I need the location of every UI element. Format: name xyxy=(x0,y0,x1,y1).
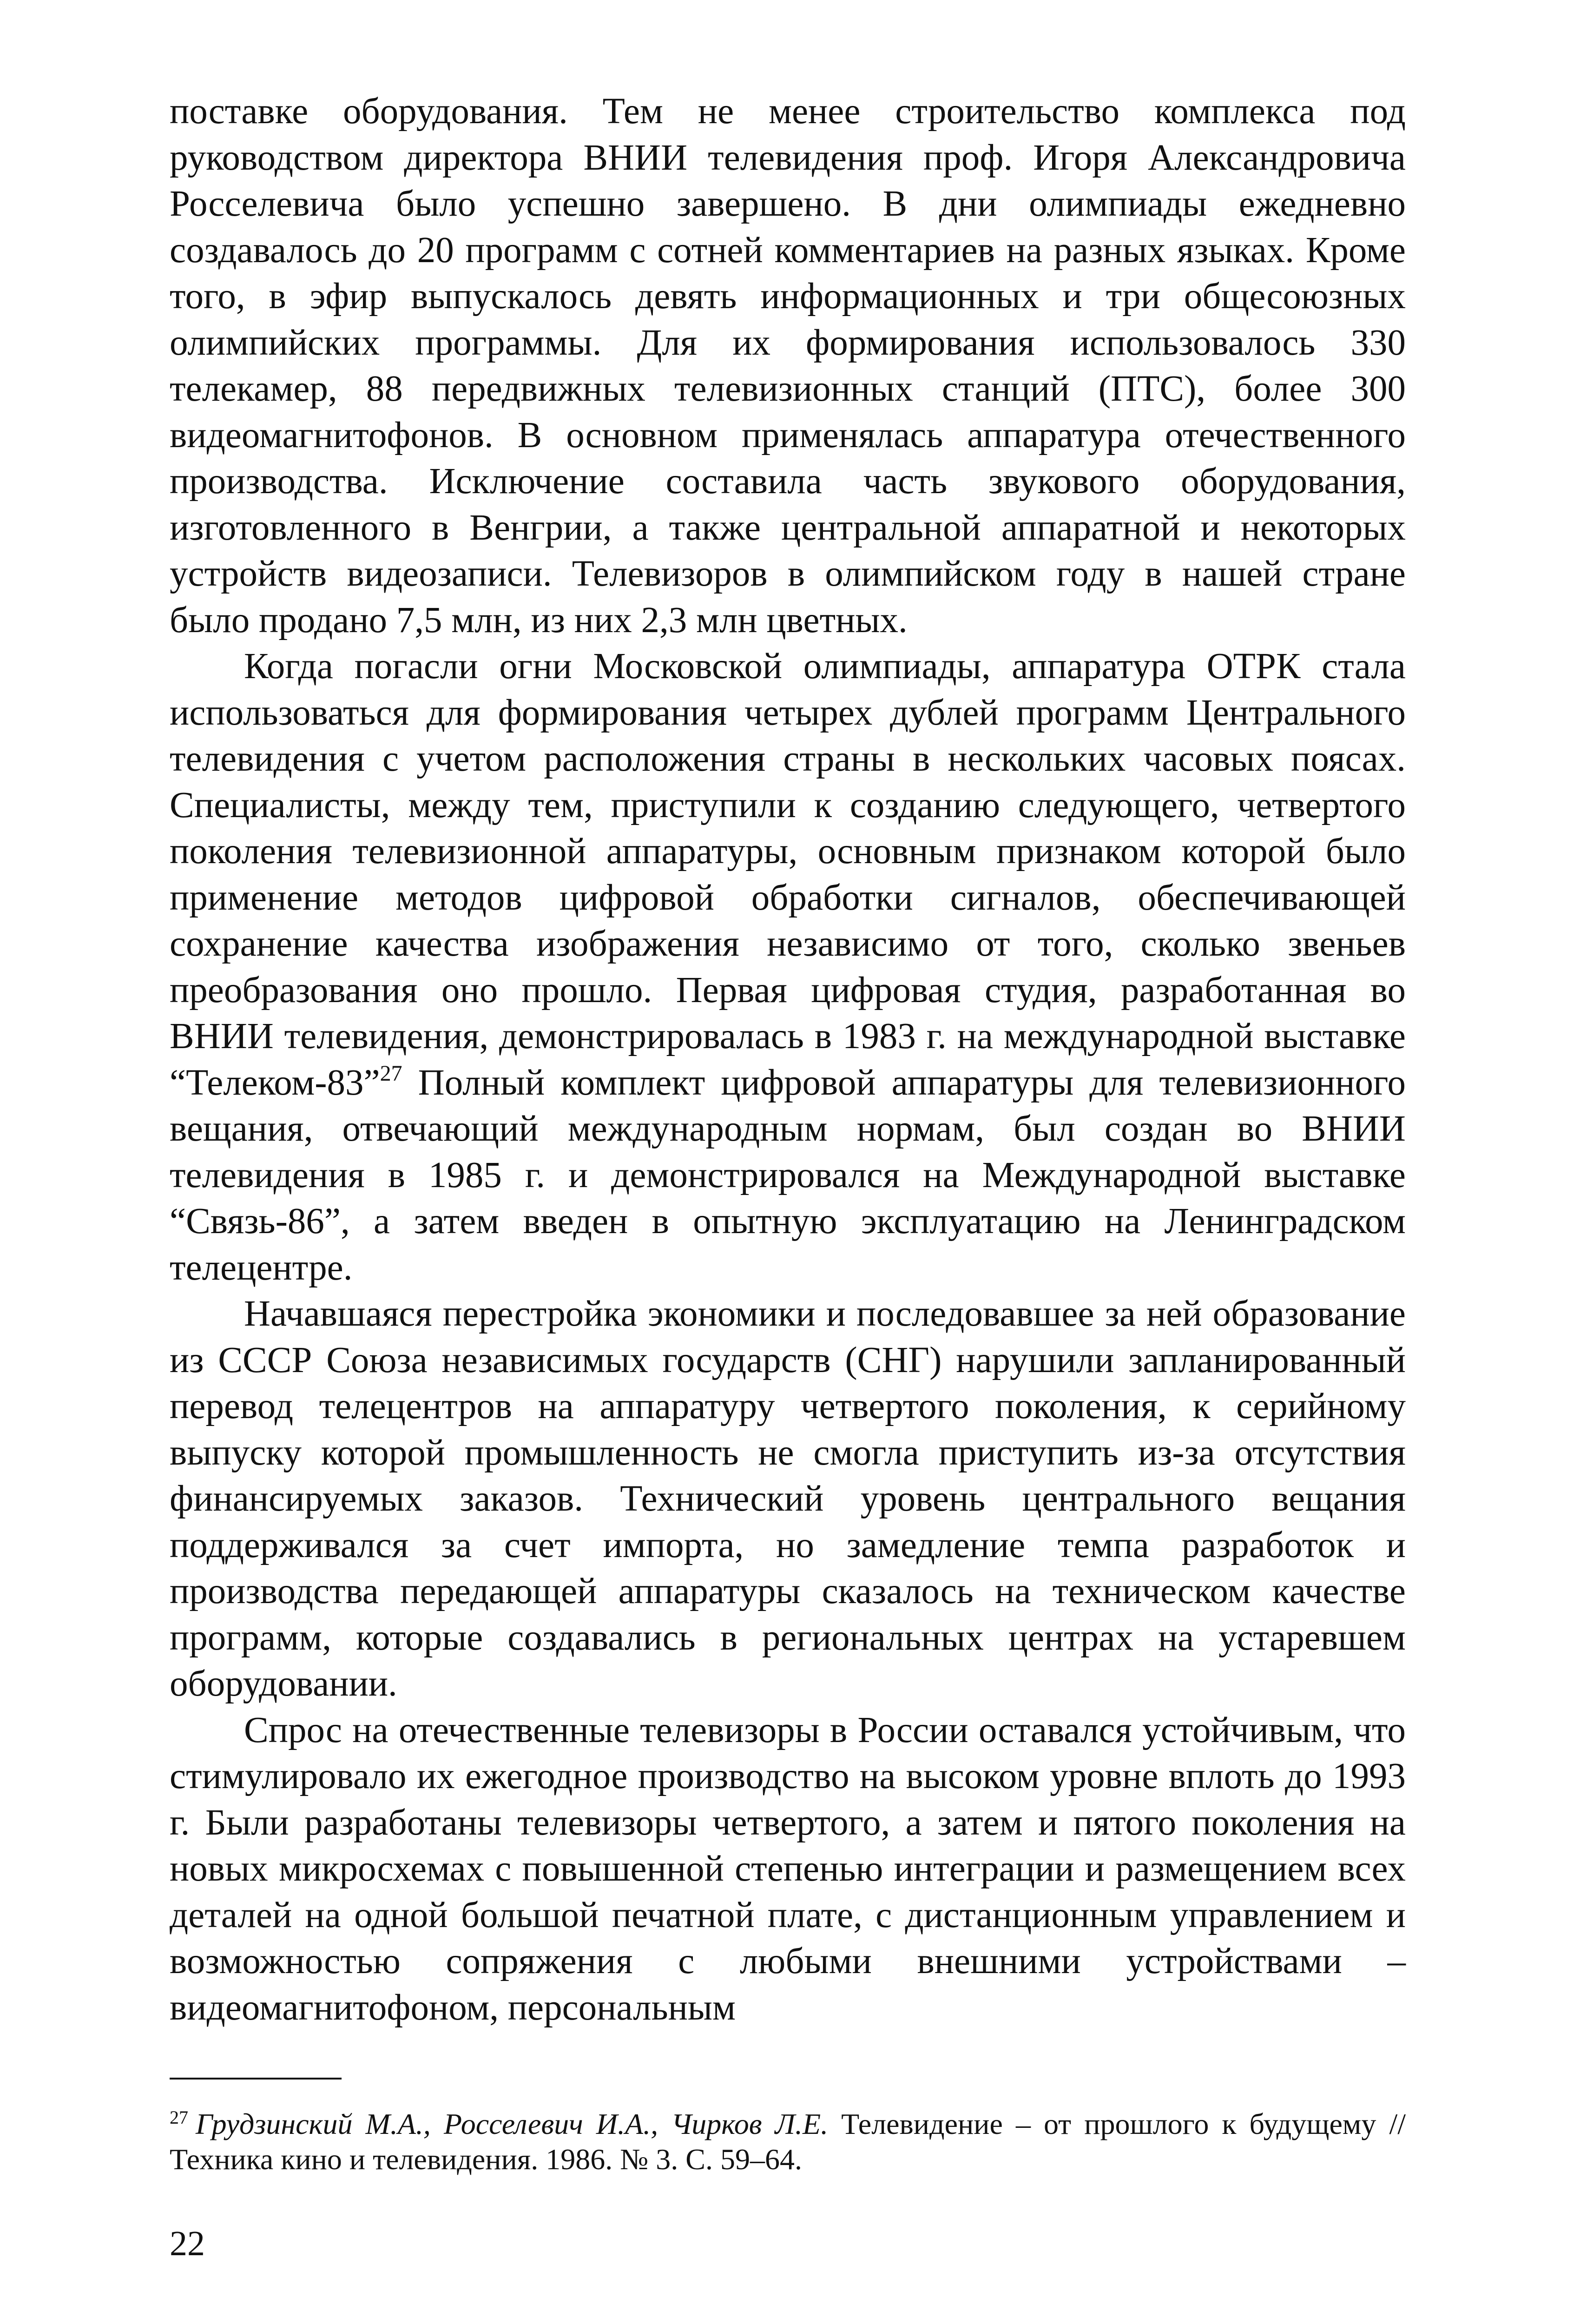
paragraph-2-text-a: Когда погасли огни Московской олимпиады, аппаратура ОТРК стала использоваться для формирования четырех дублей программ Центрального телевидения с учетом расположения страны в нескольких часовых поясах. Специалисты, между тем, приступили к созданию следующего, четвертого поколения телевизионной аппаратуры, основным признаком которой было применение методов цифровой обработки сигналов, обеспечивающей сохранение качества изображения независимо от того, сколько звеньев преобразования оно прошло. Первая цифровая студия, разработанная во ВНИИ телевидения, демонстрировалась в 1983 г. на международной выставке “Телеком-83” xyxy=(170,646,1406,1103)
paragraph-1: поставке оборудования. Тем не менее строительство комплекса под руководством директора ВНИИ телевидения проф. Игоря Александровича Росселевича было успешно завершено. В дни олимпиады ежедневно создавалось до 20 программ с сотней комментариев на разных языках. Кроме того, в эфир выпускалось девять информационных и три общесоюзных олимпийских программы. Для их формирования использовалось 330 телекамер, 88 передвижных телевизионных станций (ПТС), более 300 видеомагнитофонов. В основном применялась аппаратура отечественного производства. Исключение составила часть звукового оборудования, изготовленного в Венгрии, а также центральной аппаратной и некоторых устройств видеозаписи. Телевизоров в олимпийском году в нашей стране было продано 7,5 млн, из них 2,3 млн цветных. xyxy=(170,91,1406,640)
paragraph-3: Начавшаяся перестройка экономики и последовавшее за ней образование из СССР Союза независимых государств (СНГ) нарушили запланированный перевод телецентров на аппаратуру четвертого поколения, к серийному выпуску которой промышленность не смогла приступить из-за отсутствия финансируемых заказов. Технический уровень центрального вещания поддерживался за счет импорта, но замедление темпа разработок и производства передающей аппаратуры сказалось на техническом качестве программ, которые создавались в региональных центрах на устаревшем оборудовании. xyxy=(170,1294,1406,1704)
footnote-divider xyxy=(170,2078,342,2080)
paragraph-4: Спрос на отечественные телевизоры в России оставался устойчивым, что стимулировало их ежегодное производство на высоком уровне вплоть до 1993 г. Были разработаны телевизоры четвертого, а затем и пятого поколения на новых микросхемах с повышенной степенью интеграции и размещением всех деталей на одной большой печатной плате, с дистанционным управлением и возможностью сопряжения с любыми внешними устройствами – видеомагнитофоном, персональным xyxy=(170,1710,1406,2028)
footnote-mark: 27 xyxy=(170,2107,188,2128)
footnote-reference[interactable]: 27 xyxy=(380,1061,402,1086)
page-body xyxy=(170,88,1406,2031)
footnote-authors: Грудзинский М.А., Росселевич И.А., Чирков Л.Е. xyxy=(196,2107,829,2140)
paragraph-2-text-b: Полный комплект цифровой аппаратуры для телевизионного вещания, отвечающий международным нормам, был создан во ВНИИ телевидения в 1985 г. и демонстрировался на Международной выставке “Связь-86”, а затем введен в опытную эксплуатацию на Ленинградском телецентре. xyxy=(170,1062,1406,1288)
page-number: 22 xyxy=(170,2224,205,2263)
paragraph-2 xyxy=(170,643,1406,1291)
footnote xyxy=(170,2100,1406,2177)
footnote-text: Телевидение – от прошлого к будущему // Техника кино и телевидения. 1986. № 3. С. 59–64. xyxy=(170,2107,1406,2176)
